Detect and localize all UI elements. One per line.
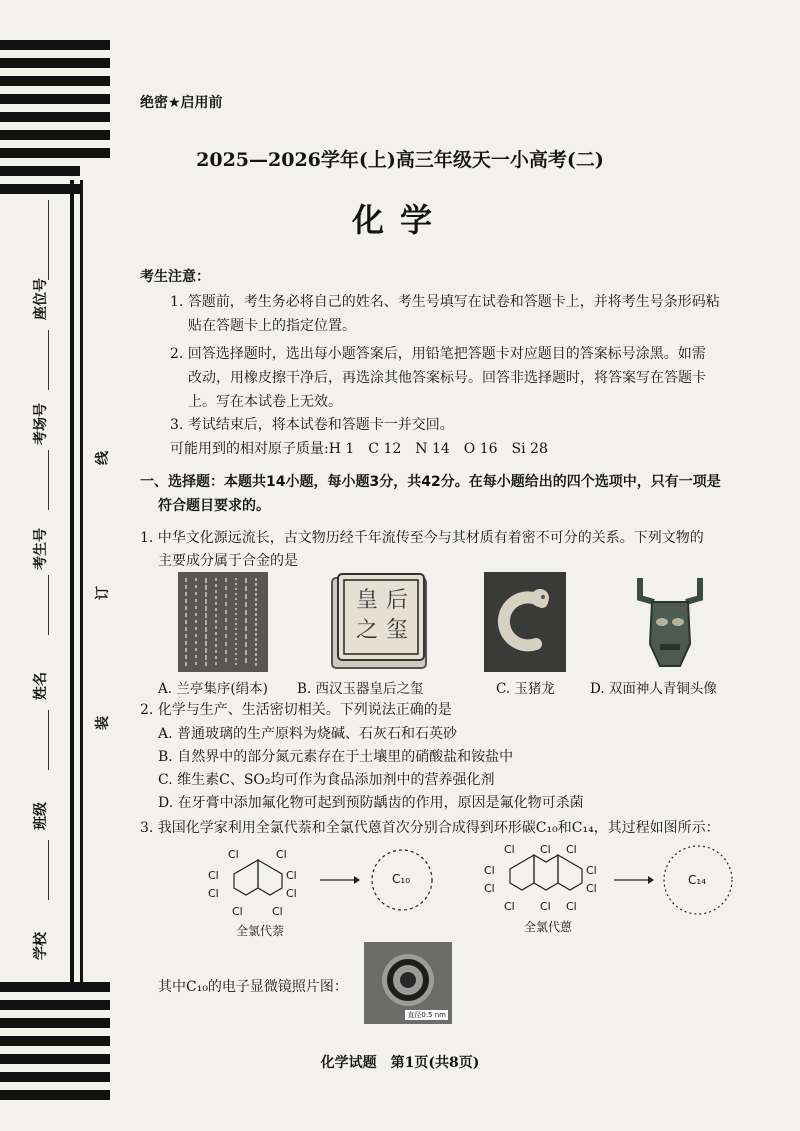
c10-photo-caption: 其中C₁₀的电子显微镜照片图：	[158, 979, 348, 995]
question-2-stem: 2. 化学与生产、生活密切相关。下列说法正确的是	[140, 702, 452, 718]
binding-word-line: 线	[95, 451, 111, 465]
label-anthracene: 全氯代蒽	[524, 920, 573, 934]
q2-option-d[interactable]: D. 在牙膏中添加氟化物可起到预防龋齿的作用，原因是氟化物可杀菌	[158, 795, 584, 811]
label-naphthalene: 全氯代萘	[236, 924, 285, 938]
notice-item-1: 1. 答题前，考生务必将自己的姓名、考生号填写在试卷和答题卡上，并将考生号条形码粘 贴在答题卡上的指定位置。	[170, 294, 720, 334]
reaction-arrow-1	[320, 874, 360, 886]
perchloroanthracene-structure: Cl Cl Cl Cl Cl Cl Cl Cl Cl Cl	[484, 843, 597, 913]
binding-word-staple: 订	[95, 586, 111, 600]
question-1-stem: 1. 中华文化源远流长，古文物历经千年流传至今与其材质有着密不可分的关系。下列文物的 主要成分属于合金的是	[140, 530, 704, 569]
artifact-jade-pig-dragon-image	[484, 572, 566, 672]
artifact-bronze-head-image	[630, 574, 710, 674]
seal-char-4: 玺	[385, 618, 408, 643]
binding-strip	[0, 30, 110, 1110]
q2-option-a[interactable]: A. 普通玻璃的生产原料为烧碱、石灰石和石英砂	[158, 726, 458, 742]
atomic-mass-note: 可能用到的相对原子质量:H 1 C 12 N 14 O 16 Si 28	[170, 441, 548, 457]
q2-option-c[interactable]: C. 维生素C、SO₂均可作为食品添加剂中的营养强化剂	[158, 772, 495, 788]
artifact-lanting-image	[178, 572, 268, 672]
notice-item-3: 3. 考试结束后，将本试卷和答题卡一并交回。	[170, 417, 454, 433]
notice-item-2: 2. 回答选择题时，选出每小题答案后，用铅笔把答题卡对应题目的答案标号涂黑。如需 改动，用橡皮擦干净后，再选涂其他答案标号。回答非选择题时，将答案写在答题卡 上。写在本试卷上无效。	[170, 346, 706, 410]
page-footer: 化学试题 第1页(共8页)	[320, 1055, 480, 1071]
seat-number-label: 座位号	[33, 278, 49, 320]
artifact-jade-seal-image	[330, 572, 430, 672]
class-label: 班级	[33, 802, 49, 830]
q1-option-c[interactable]: C. 玉猪龙	[496, 681, 555, 697]
name-label: 姓名	[33, 672, 49, 700]
seal-char-1: 皇	[355, 588, 378, 613]
notice-heading: 考生注意：	[140, 269, 210, 285]
exam-title: 2025—2026学年(上)高三年级天一小高考(二)	[196, 149, 604, 171]
question-3-stem: 3. 我国化学家利用全氯代萘和全氯代蒽首次分别合成得到环形碳C₁₀和C₁₄，其过程如图所示：	[140, 820, 720, 836]
section-1-title: 一、选择题：本题共14小题，每小题3分，共42分。在每小题给出的四个选项中，只有一项是 符合题目要求的。	[140, 474, 721, 514]
subject-title: 化学	[351, 201, 448, 239]
perchloronaphthalene-structure: Cl Cl Cl Cl Cl Cl Cl Cl	[208, 848, 297, 918]
q1-option-a[interactable]: A. 兰亭集序(绢本)	[158, 681, 268, 697]
c14-ring-structure: C₁₄	[656, 838, 740, 922]
scale-bar-label: 直径0.5 nm	[407, 1011, 446, 1019]
seal-char-3: 之	[355, 618, 378, 643]
c10-micrograph-image	[364, 942, 452, 1024]
exam-room-label: 考场号	[33, 403, 49, 445]
student-number-label: 考生号	[33, 528, 49, 570]
q1-option-d[interactable]: D. 双面神人青铜头像	[590, 681, 717, 697]
seal-char-2: 后	[385, 588, 408, 613]
confidential-mark: 绝密★启用前	[140, 95, 223, 111]
binding-word-bind: 装	[95, 716, 111, 730]
reaction-arrow-2	[614, 874, 654, 886]
q2-option-b[interactable]: B. 自然界中的部分氮元素存在于土壤里的硝酸盐和铵盐中	[158, 749, 514, 765]
c10-ring-structure: C₁₀	[362, 840, 442, 920]
q1-option-b[interactable]: B. 西汉玉器皇后之玺	[297, 681, 424, 697]
school-label: 学校	[33, 932, 49, 960]
